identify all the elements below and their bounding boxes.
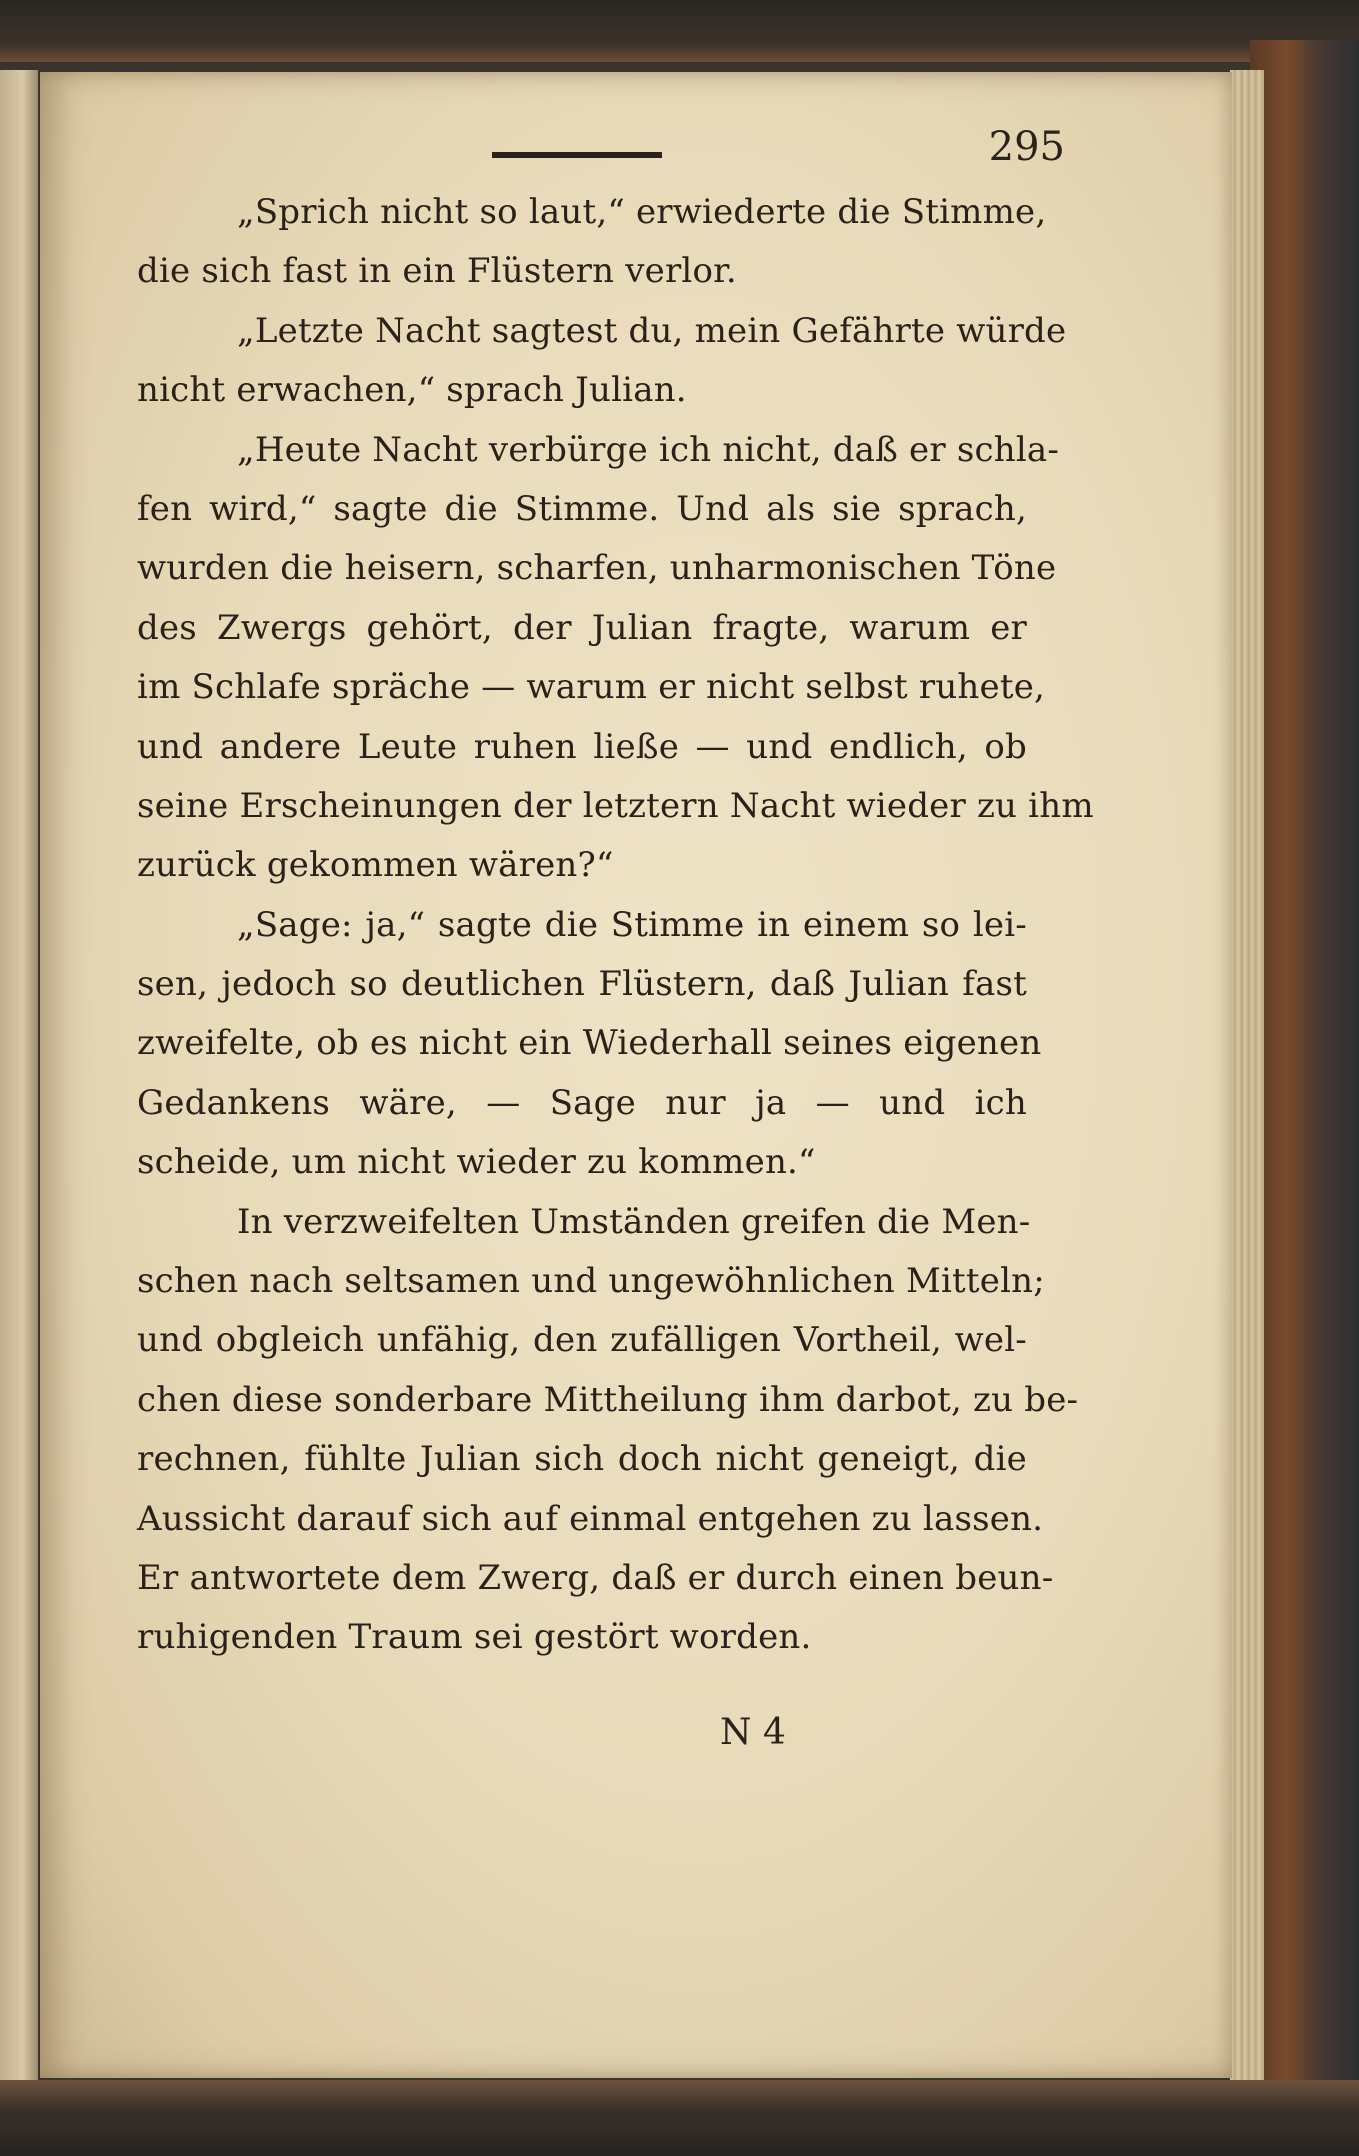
text-line: „Letzte Nacht sagtest du, mein Gefährte würde bbox=[237, 310, 1067, 351]
text-line: ruhigenden Traum sei gestört worden. bbox=[137, 1617, 812, 1658]
book-cover-top-edge bbox=[0, 0, 1359, 62]
text-line: nicht erwachen,“ sprach Julian. bbox=[137, 370, 687, 411]
text-line: „Heute Nacht verbürge ich nicht, daß er schla- bbox=[237, 429, 1060, 470]
text-line: chen diese sonderbare Mittheilung ihm darbot, zu be- bbox=[137, 1379, 1079, 1420]
text-line: zurück gekommen wären?“ bbox=[137, 845, 614, 886]
text-line: Er antwortete dem Zwerg, daß er durch einen beun- bbox=[137, 1557, 1054, 1598]
text-line: im Schlafe spräche — warum er nicht selbst ruhete, bbox=[137, 667, 1046, 708]
page-number: 295 bbox=[988, 124, 1065, 170]
text-line: rechnen, fühlte Julian sich doch nicht geneigt, die bbox=[137, 1439, 1027, 1480]
text-line: seine Erscheinungen der letztern Nacht wieder zu ihm bbox=[137, 785, 1094, 826]
facing-page-edge bbox=[0, 70, 38, 2080]
text-line: In verzweifelten Umständen greifen die Men- bbox=[237, 1201, 1031, 1242]
book-cover-bottom-edge bbox=[0, 2080, 1359, 2156]
text-line: „Sage: ja,“ sagte die Stimme in einem so lei- bbox=[237, 904, 1027, 945]
text-line: die sich fast in ein Flüstern verlor. bbox=[137, 251, 737, 292]
text-line: wurden die heisern, scharfen, unharmonischen Töne bbox=[137, 548, 1057, 589]
text-line: des Zwergs gehört, der Julian fragte, warum er bbox=[137, 607, 1027, 648]
book-page bbox=[40, 72, 1232, 2078]
header-rule bbox=[492, 152, 662, 158]
page-edge-stack bbox=[1230, 70, 1264, 2080]
text-line: schen nach seltsamen und ungewöhnlichen Mitteln; bbox=[137, 1261, 1045, 1302]
book-cover-right-edge bbox=[1250, 40, 1359, 2120]
text-line: zweifelte, ob es nicht ein Wiederhall seines eigenen bbox=[137, 1023, 1042, 1064]
text-line: sen, jedoch so deutlichen Flüstern, daß Julian fast bbox=[137, 964, 1027, 1005]
text-line: fen wird,“ sagte die Stimme. Und als sie sprach, bbox=[137, 488, 1027, 529]
text-line: Gedankens wäre, — Sage nur ja — und ich bbox=[137, 1082, 1027, 1123]
text-line: und andere Leute ruhen ließe — und endlich, ob bbox=[137, 726, 1027, 767]
text-line: Aussicht darauf sich auf einmal entgehen zu lassen. bbox=[137, 1498, 1044, 1539]
text-line: scheide, um nicht wieder zu kommen.“ bbox=[137, 1142, 816, 1183]
text-line: „Sprich nicht so laut,“ erwiederte die Stimme, bbox=[237, 192, 1047, 232]
body-text bbox=[137, 183, 1094, 1668]
text-line: und obgleich unfähig, den zufälligen Vortheil, wel- bbox=[137, 1320, 1027, 1361]
signature-mark: N 4 bbox=[720, 1712, 786, 1753]
